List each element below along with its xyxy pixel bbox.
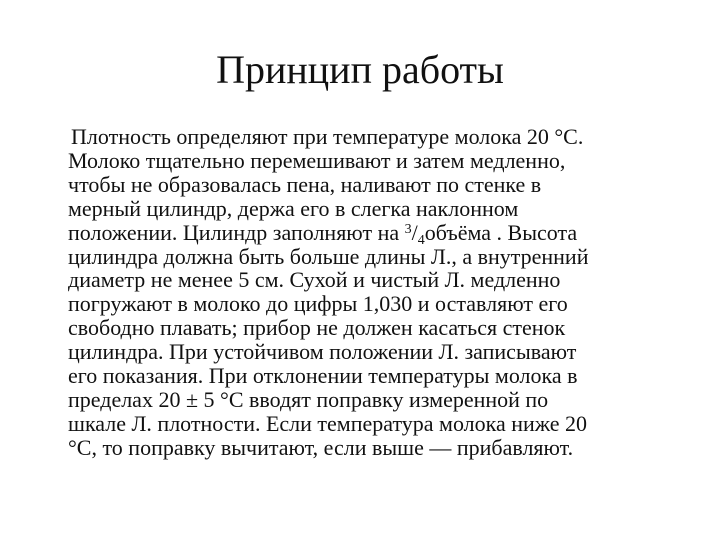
fraction-slash: / [411, 219, 418, 245]
body-paragraph [68, 125, 668, 460]
text-line-with-fraction [68, 219, 668, 248]
text-line: чтобы не образовалась пена, наливают по стенке в [68, 171, 542, 197]
text-line: погружают в молоко до цифры 1,030 и оставляют его [68, 291, 568, 317]
text-line: цилиндра должна быть больше длины Л., а внутренний [68, 243, 589, 269]
text-line: шкале Л. плотности. Если температура молока ниже 20 [68, 410, 587, 436]
text-line: свободно плавать; прибор не должен касаться стенок [68, 315, 566, 341]
text-segment: объёма . Высота [424, 219, 578, 245]
text-line: Молоко тщательно перемешивают и затем медленно, [68, 147, 566, 173]
text-line: мерный цилиндр, держа его в слегка наклонном [68, 195, 519, 221]
text-line: его показания. При отклонении температуры молока в [68, 363, 578, 389]
text-line: цилиндра. При устойчивом положении Л. записывают [68, 339, 577, 365]
fraction-denominator: 4 [417, 232, 425, 248]
text-segment: положении. Цилиндр заполняют на [68, 219, 405, 245]
text-line: °С, то поправку вычитают, если выше — прибавляют. [68, 434, 574, 460]
text-line: диаметр не менее 5 см. Сухой и чистый Л. медленно [68, 267, 561, 293]
slide-title: Принцип работы [216, 47, 504, 92]
fraction-numerator: 3 [404, 221, 412, 237]
text-line: Плотность определяют при температуре молока 20 °С. [71, 124, 584, 149]
text-line: пределах 20 ± 5 °С вводят поправку измеренной по [68, 386, 549, 412]
